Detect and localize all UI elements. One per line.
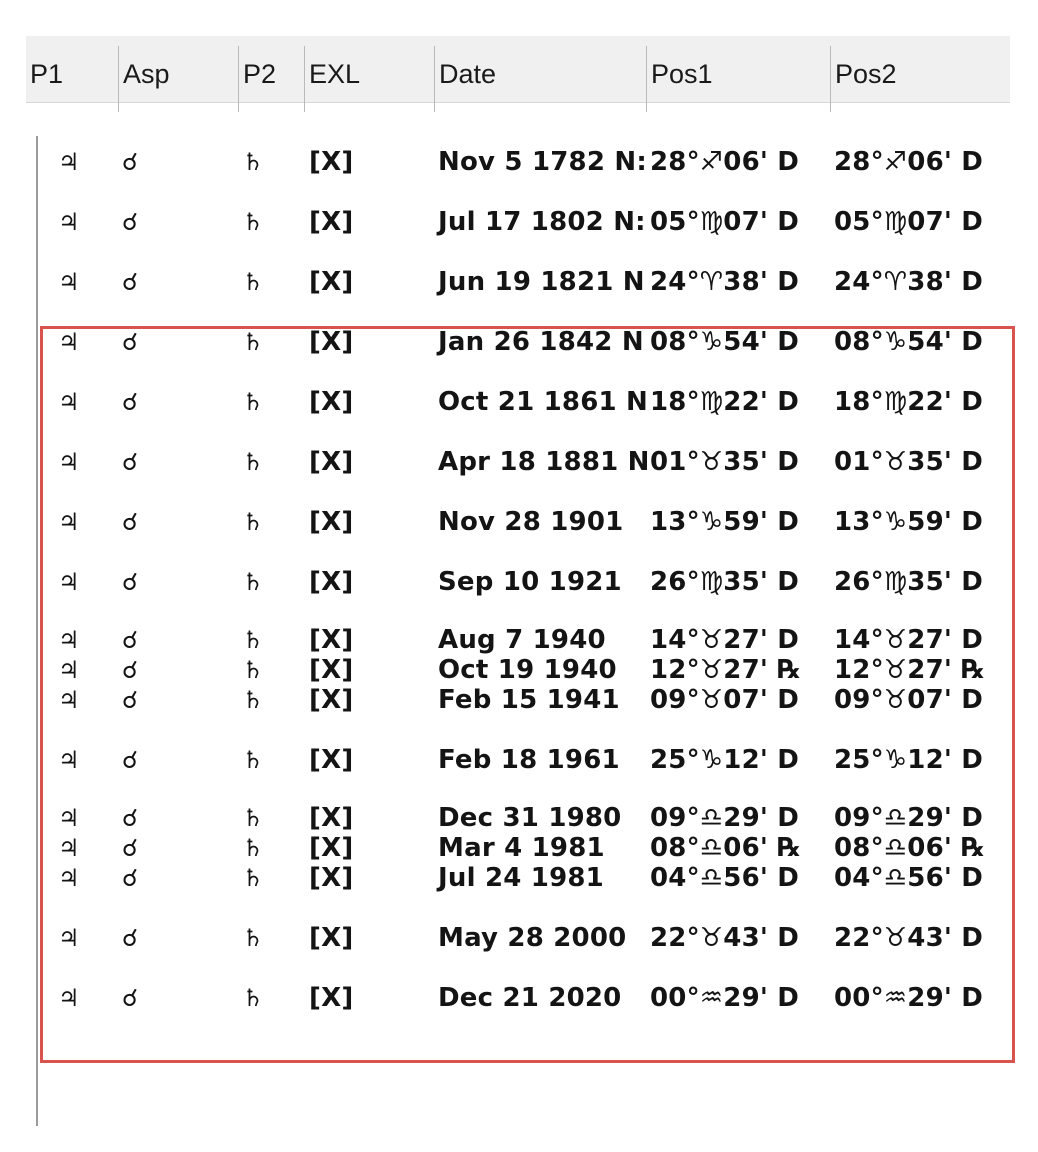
aspect-glyph: ☌: [122, 508, 139, 536]
p1-glyph: ♃: [58, 388, 80, 416]
aspect-glyph: ☌: [122, 568, 139, 596]
aspect-glyph: ☌: [122, 804, 139, 832]
column-header-pos1-label: Pos1: [651, 59, 713, 89]
p2-glyph: ♄: [242, 746, 264, 774]
p1-glyph: ♃: [58, 208, 80, 236]
pos2-cell: 05°♍07' D: [834, 207, 984, 237]
table-row[interactable]: [26, 262, 1010, 302]
date-cell: Dec 21 2020: [438, 983, 622, 1013]
pos1-cell: 08°♎06' ℞: [650, 833, 801, 863]
p1-glyph: ♃: [58, 864, 80, 892]
pos1-cell: 09°♎29' D: [650, 803, 800, 833]
table-row[interactable]: [26, 142, 1010, 182]
pos2-cell: 28°♐06' D: [834, 147, 984, 177]
date-cell: Oct 21 1861 N: [438, 387, 649, 417]
p2-glyph: ♄: [242, 568, 264, 596]
p2-glyph: ♄: [242, 924, 264, 952]
pos2-cell: 09°♎29' D: [834, 803, 984, 833]
column-header-pos2-label: Pos2: [835, 59, 897, 89]
pos1-cell: 25°♑12' D: [650, 745, 800, 775]
aspect-glyph: ☌: [122, 924, 139, 952]
p2-glyph: ♄: [242, 448, 264, 476]
p1-glyph: ♃: [58, 686, 80, 714]
exl-cell: [X]: [309, 567, 354, 597]
p2-glyph: ♄: [242, 208, 264, 236]
date-cell: Jul 24 1981: [438, 863, 604, 893]
aspect-glyph: ☌: [122, 268, 139, 296]
pos2-cell: 12°♉27' ℞: [834, 655, 985, 685]
pos1-cell: 08°♑54' D: [650, 327, 800, 357]
p1-glyph: ♃: [58, 804, 80, 832]
highlight-box: [40, 326, 1015, 1063]
exl-cell: [X]: [309, 327, 354, 357]
exl-cell: [X]: [309, 267, 354, 297]
pos2-cell: 08°♑54' D: [834, 327, 984, 357]
exl-cell: [X]: [309, 507, 354, 537]
column-header-exl-label: EXL: [309, 59, 361, 89]
column-header-p1-label: P1: [30, 59, 64, 89]
date-cell: Jan 26 1842 N: [438, 327, 644, 357]
p2-glyph: ♄: [242, 626, 264, 654]
pos1-cell: 12°♉27' ℞: [650, 655, 801, 685]
pos1-cell: 26°♍35' D: [650, 567, 800, 597]
aspect-glyph: ☌: [122, 746, 139, 774]
pos2-cell: 18°♍22' D: [834, 387, 984, 417]
date-cell: Dec 31 1980: [438, 803, 622, 833]
p2-glyph: ♄: [242, 834, 264, 862]
date-cell: May 28 2000: [438, 923, 627, 953]
column-header-p2-label: P2: [243, 59, 277, 89]
p2-glyph: ♄: [242, 864, 264, 892]
p1-glyph: ♃: [58, 746, 80, 774]
exl-cell: [X]: [309, 147, 354, 177]
aspect-glyph: ☌: [122, 208, 139, 236]
aspect-glyph: ☌: [122, 864, 139, 892]
aspect-glyph: ☌: [122, 148, 139, 176]
pos1-cell: 05°♍07' D: [650, 207, 800, 237]
exl-cell: [X]: [309, 655, 354, 685]
aspect-glyph: ☌: [122, 834, 139, 862]
column-header-pos1[interactable]: [646, 46, 830, 112]
column-header-p2[interactable]: [238, 46, 304, 112]
pos1-cell: 04°♎56' D: [650, 863, 800, 893]
pos1-cell: 00°♒29' D: [650, 983, 800, 1013]
aspect-glyph: ☌: [122, 328, 139, 356]
column-header-exl[interactable]: [304, 46, 434, 112]
date-cell: Oct 19 1940: [438, 655, 617, 685]
p2-glyph: ♄: [242, 388, 264, 416]
p2-glyph: ♄: [242, 148, 264, 176]
exl-cell: [X]: [309, 803, 354, 833]
p1-glyph: ♃: [58, 508, 80, 536]
exl-cell: [X]: [309, 745, 354, 775]
pos1-cell: 01°♉35' D: [650, 447, 800, 477]
pos2-cell: 13°♑59' D: [834, 507, 984, 537]
date-cell: Apr 18 1881 N: [438, 447, 650, 477]
column-header-pos2[interactable]: [830, 46, 1010, 112]
aspect-glyph: ☌: [122, 448, 139, 476]
p1-glyph: ♃: [58, 834, 80, 862]
aspect-glyph: ☌: [122, 984, 139, 1012]
p1-glyph: ♃: [58, 984, 80, 1012]
pos2-cell: 09°♉07' D: [834, 685, 984, 715]
column-header-p1[interactable]: [26, 46, 118, 112]
p2-glyph: ♄: [242, 268, 264, 296]
p2-glyph: ♄: [242, 686, 264, 714]
pos1-cell: 14°♉27' D: [650, 625, 800, 655]
column-header-date[interactable]: [434, 46, 646, 112]
exl-cell: [X]: [309, 833, 354, 863]
pos2-cell: 08°♎06' ℞: [834, 833, 985, 863]
pos2-cell: 24°♈38' D: [834, 267, 984, 297]
date-cell: Feb 18 1961: [438, 745, 620, 775]
exl-cell: [X]: [309, 207, 354, 237]
pos1-cell: 28°♐06' D: [650, 147, 800, 177]
date-cell: Nov 28 1901: [438, 507, 624, 537]
exl-cell: [X]: [309, 983, 354, 1013]
date-cell: Aug 7 1940: [438, 625, 606, 655]
aspect-glyph: ☌: [122, 388, 139, 416]
pos1-cell: 24°♈38' D: [650, 267, 800, 297]
pos2-cell: 22°♉43' D: [834, 923, 984, 953]
p1-glyph: ♃: [58, 448, 80, 476]
p2-glyph: ♄: [242, 804, 264, 832]
p1-glyph: ♃: [58, 148, 80, 176]
p1-glyph: ♃: [58, 924, 80, 952]
aspect-glyph: ☌: [122, 626, 139, 654]
column-header-asp-label: Asp: [123, 59, 170, 89]
exl-cell: [X]: [309, 387, 354, 417]
date-cell: Nov 5 1782 N:: [438, 147, 647, 177]
aspect-glyph: ☌: [122, 686, 139, 714]
p2-glyph: ♄: [242, 328, 264, 356]
aspect-glyph: ☌: [122, 656, 139, 684]
p1-glyph: ♃: [58, 268, 80, 296]
exl-cell: [X]: [309, 923, 354, 953]
date-cell: Sep 10 1921: [438, 567, 622, 597]
column-header-asp[interactable]: [118, 46, 238, 112]
pos2-cell: 26°♍35' D: [834, 567, 984, 597]
p2-glyph: ♄: [242, 984, 264, 1012]
p2-glyph: ♄: [242, 656, 264, 684]
p1-glyph: ♃: [58, 328, 80, 356]
date-cell: Mar 4 1981: [438, 833, 605, 863]
pos1-cell: 22°♉43' D: [650, 923, 800, 953]
p2-glyph: ♄: [242, 508, 264, 536]
pos2-cell: 25°♑12' D: [834, 745, 984, 775]
exl-cell: [X]: [309, 447, 354, 477]
column-header-date-label: Date: [439, 59, 497, 89]
column-header-bar: [26, 36, 1010, 103]
pos2-cell: 14°♉27' D: [834, 625, 984, 655]
p1-glyph: ♃: [58, 626, 80, 654]
date-cell: Jun 19 1821 N: [438, 267, 645, 297]
exl-cell: [X]: [309, 685, 354, 715]
p1-glyph: ♃: [58, 568, 80, 596]
table-row[interactable]: [26, 202, 1010, 242]
exl-cell: [X]: [309, 863, 354, 893]
pos1-cell: 18°♍22' D: [650, 387, 800, 417]
pos2-cell: 01°♉35' D: [834, 447, 984, 477]
p1-glyph: ♃: [58, 656, 80, 684]
pos2-cell: 04°♎56' D: [834, 863, 984, 893]
date-cell: Jul 17 1802 N:: [438, 207, 646, 237]
pos2-cell: 00°♒29' D: [834, 983, 984, 1013]
date-cell: Feb 15 1941: [438, 685, 620, 715]
pos1-cell: 09°♉07' D: [650, 685, 800, 715]
pos1-cell: 13°♑59' D: [650, 507, 800, 537]
exl-cell: [X]: [309, 625, 354, 655]
